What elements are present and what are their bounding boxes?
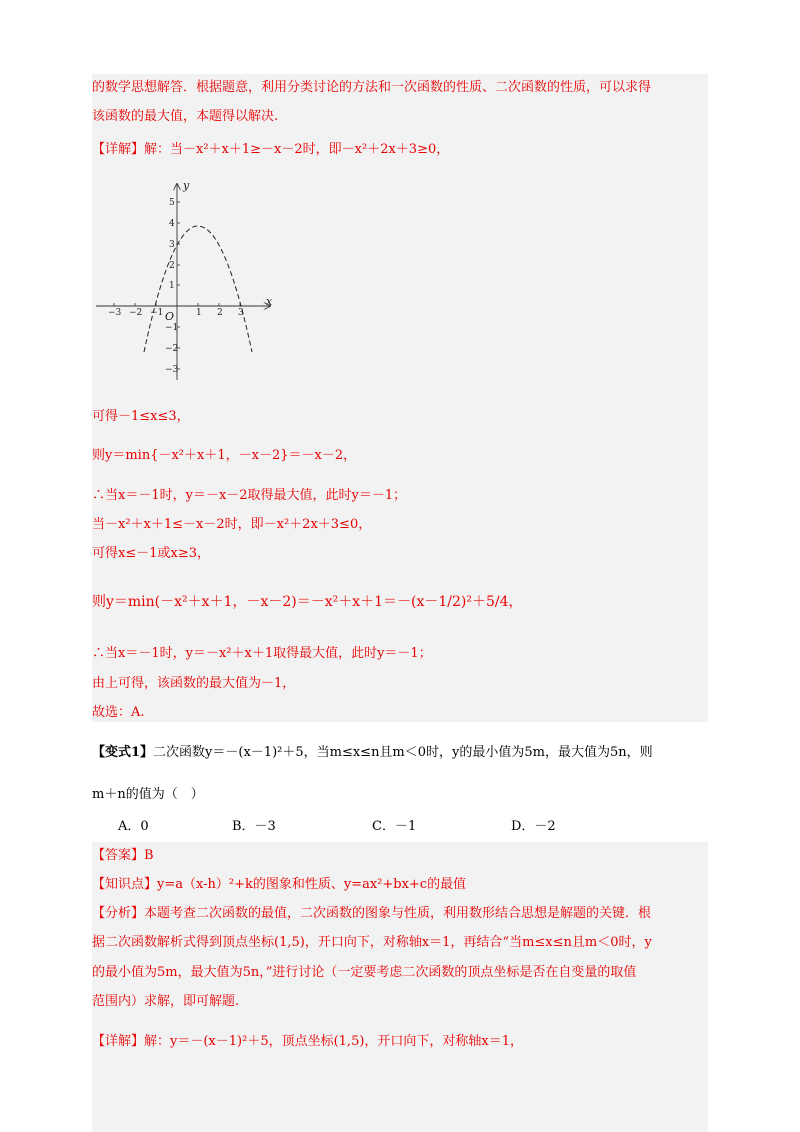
y-tick: 1	[169, 281, 175, 291]
option-d: D．－2	[511, 819, 556, 834]
parabola-curve	[144, 226, 252, 352]
answer-line: 【答案】B	[92, 848, 154, 863]
solution-step: 可得－1≤x≤3，	[92, 409, 190, 424]
solution-step: ∴当x＝－1时，y＝－x²＋x＋1取得最大值，此时y＝－1；	[92, 646, 432, 661]
parabola-graph	[92, 172, 282, 387]
detail-label: 【详解】	[92, 1034, 145, 1049]
analysis-line-2: 该函数的最大值，本题得以解决.	[92, 109, 279, 124]
analysis-text-1: 本题考查二次函数的最值，二次函数的图象与性质，利用数形结合思想是解题的关键．根	[144, 906, 652, 921]
detail-line-2	[92, 1033, 523, 1051]
analysis-text-4: 范围内）求解，即可解题.	[92, 994, 240, 1009]
x-tick: −2	[129, 308, 143, 318]
x-axis-label: x	[266, 295, 273, 308]
x-tick: −1	[150, 308, 164, 318]
x-tick: 1	[196, 308, 202, 318]
solution-step: ∴当x＝－1时，y＝－x－2取得最大值，此时y＝－1；	[92, 488, 407, 503]
y-axis-label: y	[183, 179, 190, 192]
detail-line-1	[92, 141, 449, 159]
detail-text: 解：y＝－(x－1)²＋5，顶点坐标(1,5)，开口向下，对称轴x＝1，	[144, 1034, 524, 1049]
y-tick: 5	[169, 198, 175, 208]
solution-step: 可得x≤－1或x≥3，	[92, 546, 210, 561]
analysis-text-3: 的最小值为5m，最大值为5n，”进行讨论（一定要考虑二次函数的顶点坐标是否在自变量的取值	[92, 965, 637, 980]
x-tick: 3	[238, 308, 244, 318]
option-b: B．－3	[232, 819, 276, 834]
analysis-line	[92, 905, 651, 923]
variant-question	[92, 744, 653, 762]
x-tick: −3	[108, 308, 122, 318]
detail-text: 解：当－x²＋x＋1≥－x－2时，即－x²＋2x＋3≥0，	[144, 142, 450, 157]
solution-step: 则y＝min{－x²＋x＋1，－x－2}＝－x－2，	[92, 448, 357, 463]
x-tick: 2	[217, 308, 223, 318]
solution-step: 当－x²＋x＋1≤－x－2时，即－x²＋2x＋3≤0，	[92, 517, 372, 532]
knowledge-line: 【知识点】y=a（x-h）²+k的图象和性质、y=ax²+bx+c的最值	[92, 877, 467, 892]
analysis-label: 【分析】	[92, 906, 145, 921]
origin-label: O	[165, 310, 175, 323]
y-tick: 2	[169, 261, 175, 271]
y-tick: 4	[169, 219, 175, 229]
y-tick: 3	[169, 240, 175, 250]
solution-step: 故选：A.	[92, 705, 145, 720]
solution-step: 则y＝min(－x²＋x＋1，－x－2)＝－x²＋x＋1＝－(x－1/2)²＋5/4，	[92, 594, 523, 610]
y-tick: −3	[165, 365, 179, 375]
option-c: C．－1	[372, 819, 417, 834]
y-tick: −2	[165, 344, 179, 354]
variant-label: 【变式1】	[92, 745, 154, 760]
y-tick: −1	[165, 323, 179, 333]
analysis-line-1: 的数学思想解答．根据题意，利用分类讨论的方法和一次函数的性质、二次函数的性质，可以求得	[92, 80, 652, 95]
option-a: A．0	[118, 819, 149, 834]
variant-text-line-1: 二次函数y＝－(x－1)²＋5，当m≤x≤n且m＜0时，y的最小值为5m，最大值为5n，则	[153, 745, 653, 760]
solution-step: 由上可得，该函数的最大值为－1，	[92, 676, 296, 691]
variant-text-line-2: m＋n的值为（ ）	[92, 787, 204, 802]
detail-label: 【详解】	[92, 142, 145, 157]
analysis-text-2: 据二次函数解析式得到顶点坐标(1,5)，开口向下，对称轴x＝1，再结合“当m≤x≤n且m＜0时，y	[92, 935, 652, 950]
